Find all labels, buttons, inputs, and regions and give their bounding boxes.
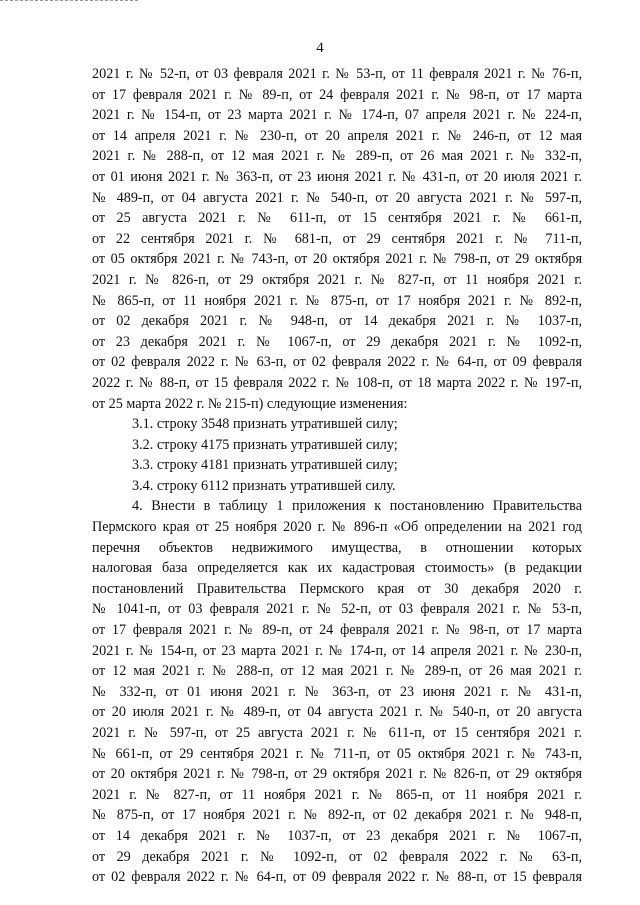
document-body (92, 64, 582, 888)
paragraph-item-4 (92, 496, 582, 887)
text-line: от 02 февраля 2022 г. № 63-п, от 02 февраля 2022 г. № 64-п, от 09 февраля (92, 354, 582, 371)
sub-item: 3.3. строку 4181 признать утратившей силу; (132, 457, 398, 474)
text-line: 2021 г. № 597-п, от 25 августа 2021 г. № 611-п, от 15 сентября 2021 г. (92, 725, 582, 741)
text-line: 4. Внести в таблицу 1 приложения к постановлению Правительства (132, 498, 582, 515)
text-line: от 29 декабря 2021 г. № 1092-п, от 02 февраля 2022 г. № 63-п, (92, 848, 582, 865)
text-line: от 05 октября 2021 г. № 743-п, от 20 октября 2021 г. № 798-п, от 29 октября (92, 251, 582, 268)
text-line: № 865-п, от 11 ноября 2021 г. № 875-п, от 17 ноября 2021 г. № 892-п, (92, 292, 582, 309)
text-line: 2021 г. № 154-п, от 23 марта 2021 г. № 174-п, 07 апреля 2021 г. № 224-п, (92, 107, 582, 124)
top-divider (0, 0, 138, 1)
text-line: 2022 г. № 88-п, от 15 февраля 2022 г. № 108-п, от 18 марта 2022 г. № 197-п, (92, 374, 582, 391)
text-line: от 20 октября 2021 г. № 798-п, от 29 октября 2021 г. № 826-п, от 29 октября (92, 766, 582, 783)
sub-item: 3.4. строку 6112 признать утратившей силу. (132, 477, 396, 494)
sub-item: 3.1. строку 3548 признать утратившей силу; (132, 416, 398, 433)
text-line: постановлений Правительства Пермского края от 30 декабря 2020 г. (92, 580, 582, 597)
text-line: от 02 февраля 2022 г. № 64-п, от 09 февраля 2022 г. № 88-п, от 15 февраля (92, 869, 582, 886)
page-number: 4 (316, 40, 324, 56)
text-line: перечня объектов недвижимого имущества, в отношении которых (92, 539, 582, 556)
text-line: от 14 апреля 2021 г. № 230-п, от 20 апреля 2021 г. № 246-п, от 12 мая (92, 127, 582, 144)
text-line: от 17 февраля 2021 г. № 89-п, от 24 февраля 2021 г. № 98-п, от 17 марта (92, 86, 582, 103)
text-line: 2021 г. № 288-п, от 12 мая 2021 г. № 289-п, от 26 мая 2021 г. № 332-п, (92, 148, 582, 165)
text-line: от 14 декабря 2021 г. № 1037-п, от 23 декабря 2021 г. № 1067-п, (92, 827, 582, 844)
text-line: налоговая база определяется как их кадастровая стоимость» (в редакции (92, 560, 582, 577)
text-line: от 12 мая 2021 г. № 288-п, от 12 мая 2021 г. № 289-п, от 26 мая 2021 г. (92, 663, 582, 680)
text-line: от 25 августа 2021 г. № 611-п, от 15 сентября 2021 г. № 661-п, (92, 210, 582, 227)
sub-item: 3.2. строку 4175 признать утратившей силу; (132, 436, 398, 453)
text-line: от 02 декабря 2021 г. № 948-п, от 14 декабря 2021 г. № 1037-п, (92, 313, 582, 330)
text-line: от 20 июля 2021 г. № 489-п, от 04 августа 2021 г. № 540-п, от 20 августа (92, 704, 582, 721)
text-line: № 875-п, от 17 ноября 2021 г. № 892-п, от 02 декабря 2021 г. № 948-п, (92, 807, 582, 824)
text-line: от 25 марта 2022 г. № 215-п) следующие изменения: (92, 395, 408, 412)
text-line: 2021 г. № 826-п, от 29 октября 2021 г. № 827-п, от 11 ноября 2021 г. (92, 271, 582, 288)
text-line: от 22 сентября 2021 г. № 681-п, от 29 сентября 2021 г. № 711-п, (92, 230, 582, 247)
text-line: от 17 февраля 2021 г. № 89-п, от 24 февраля 2021 г. № 98-п, от 17 марта (92, 622, 582, 639)
text-line: № 489-п, от 04 августа 2021 г. № 540-п, от 20 августа 2021 г. № 597-п, (92, 189, 582, 206)
text-line: № 332-п, от 01 июня 2021 г. № 363-п, от 23 июня 2021 г. № 431-п, (92, 683, 582, 700)
text-line: Пермского края от 25 ноября 2020 г. № 896-п «Об определении на 2021 год (92, 519, 582, 536)
text-line: № 1041-п, от 03 февраля 2021 г. № 52-п, от 03 февраля 2021 г. № 53-п, (92, 601, 582, 618)
text-line: 2021 г. № 827-п, от 11 ноября 2021 г. № 865-п, от 11 ноября 2021 г. (92, 786, 582, 803)
text-line: от 23 декабря 2021 г. № 1067-п, от 29 декабря 2021 г. № 1092-п, (92, 333, 582, 350)
paragraph-amendments-list (92, 64, 582, 414)
text-line: 2021 г. № 154-п, от 23 марта 2021 г. № 174-п, от 14 апреля 2021 г. № 230-п, (92, 642, 582, 659)
text-line: № 661-п, от 29 сентября 2021 г. № 711-п, от 05 октября 2021 г. № 743-п, (92, 745, 582, 762)
text-line: от 01 июня 2021 г. № 363-п, от 23 июня 2021 г. № 431-п, от 20 июля 2021 г. (92, 168, 582, 185)
text-line: 2021 г. № 52-п, от 03 февраля 2021 г. № 53-п, от 11 февраля 2021 г. № 76-п, (92, 66, 582, 82)
sub-items-list (92, 414, 582, 496)
